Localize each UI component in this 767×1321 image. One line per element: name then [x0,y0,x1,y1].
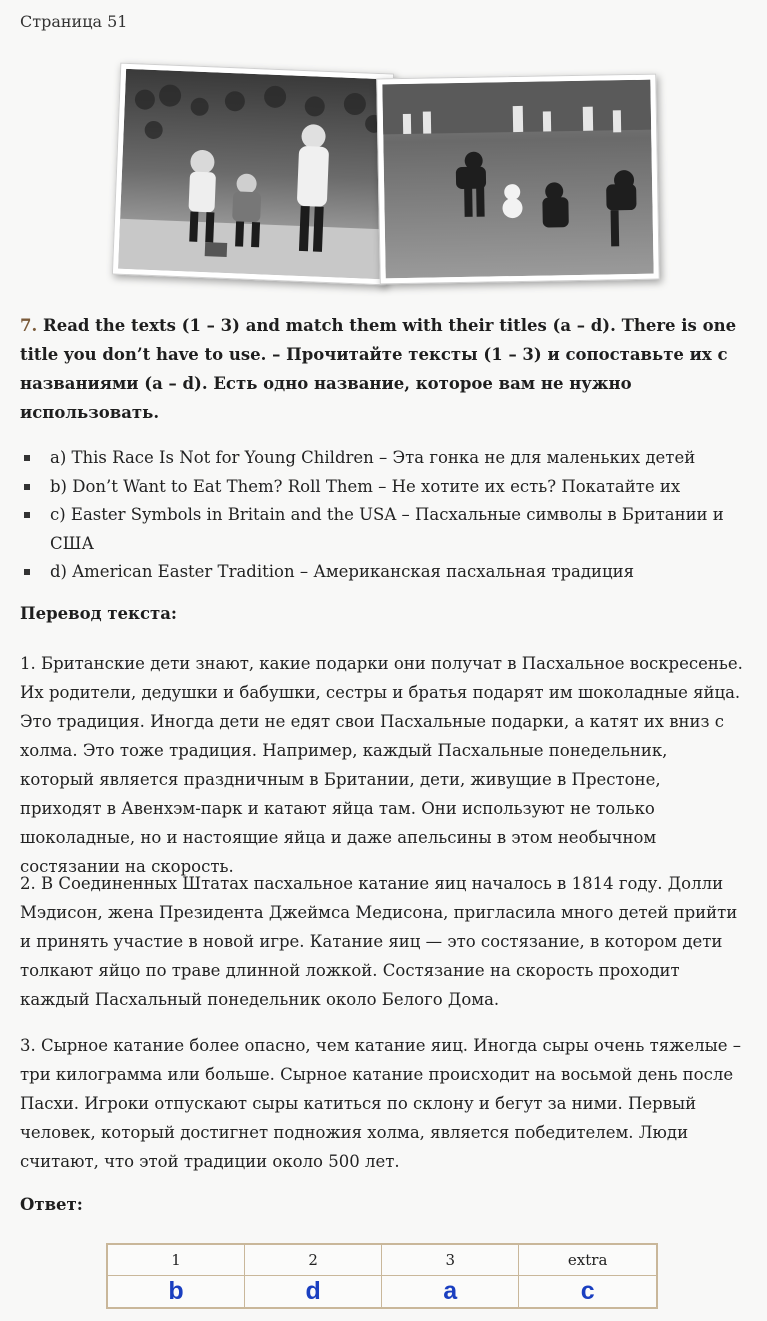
answer-table [107,1244,657,1308]
translation-heading: Перевод текста: [20,604,178,623]
table-header-cell: 1 [108,1245,245,1276]
table-row [108,1276,657,1308]
list-item [20,444,740,473]
bullet-icon [24,569,30,575]
list-item [20,473,740,502]
answer-cell: c [519,1276,657,1308]
list-item [20,501,740,558]
photo-collage [108,62,668,294]
bullet-icon [24,455,30,461]
bullet-icon [24,484,30,490]
answer-cell: b [108,1276,245,1308]
photo-white-house-egg-roll [376,74,660,285]
task-text: Read the texts (1 – 3) and match them with their titles (a – d). There is one title you don’t have to use. – Прочитайте тексты (1 – 3) и сопоставьте их с названиями (a – d). Есть одно название, которое вам не нужно использовать. [20,316,737,422]
answer-cell: a [382,1276,519,1308]
option-a: a) This Race Is Not for Young Children – Эта гонка не для маленьких детей [50,448,696,467]
title-options-list [20,444,740,587]
table-header-row [108,1245,657,1276]
paragraph-2: 2. В Соединенных Штатах пасхальное катание яиц началось в 1814 году. Долли Мэдисон, жена Президента Джеймса Медисона, пригласила много детей прийти и принять участие в новой игре. Катание яиц — это состязание, в котором дети толкают яйцо по траве длинной ложкой. Состязание на скорость проходит каждый Пасхальный понедельник около Белого Дома. [20,874,738,1009]
option-c: c) Easter Symbols in Britain and the USA – Пасхальные символы в Британии и США [50,505,724,553]
bullet-icon [24,512,30,518]
page-label: Страница 51 [20,12,128,31]
option-b: b) Don’t Want to Eat Them? Roll Them – Не хотите их есть? Покатайте их [50,476,681,496]
table-header-cell: 2 [245,1245,382,1276]
paragraph-1: 1. Британские дети знают, какие подарки они получат в Пасхальное воскресенье. Их родители, дедушки и бабушки, сестры и братья подарят им шоколадные яйца. Это традиция. Иногда дети не едят свои Пасхальные подарки, а катят их вниз с холма. Это тоже традиция. Например, каждый Пасхальные понедельник, который является праздничным в Британии, дети, живущие в Престоне, приходят в Авенхэм-парк и катают яйца там. Они используют не только шоколадные, но и настоящие яйца и даже апельсины в этом необычном состязании на скорость. [20,654,743,876]
table-header-cell: 3 [382,1245,519,1276]
answer-cell: d [245,1276,382,1308]
photo-children-egg-race [112,63,394,286]
table-header-cell: extra [519,1245,657,1276]
option-d: d) American Easter Tradition – Американская пасхальная традиция [50,562,635,581]
answer-heading: Ответ: [20,1195,83,1214]
paragraph-3: 3. Сырное катание более опасно, чем катание яиц. Иногда сыры очень тяжелые – три килограмма или больше. Сырное катание происходит на восьмой день после Пасхи. Игроки отпускают сыры катиться по склону и бегут за ними. Первый человек, который достигнет подножия холма, является победителем. Люди считают, что этой традиции около 500 лет. [20,1036,742,1171]
task-instruction [20,311,740,427]
task-number: 7. [20,316,38,335]
list-item [20,558,740,587]
